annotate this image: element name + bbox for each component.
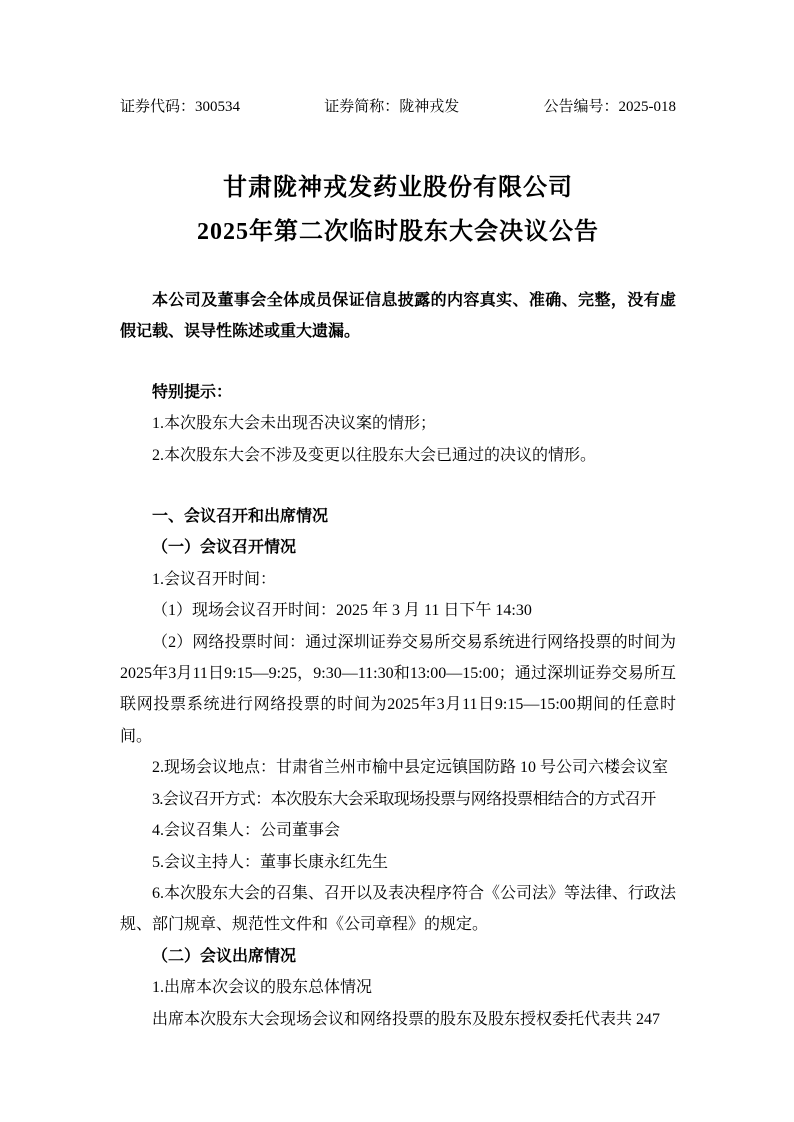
special-notice-item-2: 2.本次股东大会不涉及变更以往股东大会已通过的决议的情形。 — [152, 446, 597, 464]
meeting-method: 3.会议召开方式：本次股东大会采取现场投票与网络投票相结合的方式召开 — [152, 790, 656, 808]
section-1-heading: 一、会议召开和出席情况 — [152, 508, 329, 526]
special-notice-item-1: 1.本次股东大会未出现否决议案的情形； — [152, 415, 437, 433]
document-header — [120, 0, 676, 118]
onsite-meeting-time: （1）现场会议召开时间：2025 年 3 月 11 日下午 14:30 — [152, 602, 532, 620]
document-body — [120, 285, 676, 1035]
meeting-host: 5.会议主持人：董事长康永红先生 — [152, 853, 389, 871]
section-1-2-heading: （二）会议出席情况 — [152, 947, 297, 965]
announcement-number: 公告编号：2025-018 — [543, 99, 676, 115]
online-voting-time: （2）网络投票时间：通过深圳证券交易所交易系统进行网络投票的时间为2025年3月11日9:15—9:25，9:30—11:30和13:00—15:00；通过深圳证券交易所互联网投票系统进行网络投票的时间为2025年3月11日9:15—15:00期间的任意时间。 — [120, 633, 676, 745]
document-title-line-1: 甘肃陇神戎发药业股份有限公司 — [223, 175, 573, 201]
stock-code: 证券代码：300534 — [120, 99, 241, 115]
attendance-overview-label: 1.出席本次会议的股东总体情况 — [152, 979, 373, 997]
disclaimer-paragraph: 本公司及董事会全体成员保证信息披露的内容真实、准确、完整，没有虚假记载、误导性陈述或重大遗漏。 — [120, 292, 676, 341]
meeting-place: 2.现场会议地点：甘肃省兰州市榆中县定远镇国防路 10 号公司六楼会议室 — [152, 759, 669, 777]
attendance-overview-text: 出席本次股东大会现场会议和网络投票的股东及股东授权委托代表共 247 — [152, 1010, 661, 1028]
document-title — [120, 166, 676, 254]
document-title-line-2: 2025年第二次临时股东大会决议公告 — [197, 219, 599, 245]
meeting-convener: 4.会议召集人：公司董事会 — [152, 822, 341, 840]
special-notice-heading: 特别提示： — [152, 383, 233, 401]
section-1-1-heading: （一）会议召开情况 — [152, 539, 297, 557]
meeting-time-label: 1.会议召开时间： — [152, 570, 277, 588]
meeting-compliance: 6.本次股东大会的召集、召开以及表决程序符合《公司法》等法律、行政法规、部门规章、规范性文件和《公司章程》的规定。 — [120, 884, 677, 934]
stock-short-name: 证券简称：陇神戎发 — [324, 99, 460, 115]
